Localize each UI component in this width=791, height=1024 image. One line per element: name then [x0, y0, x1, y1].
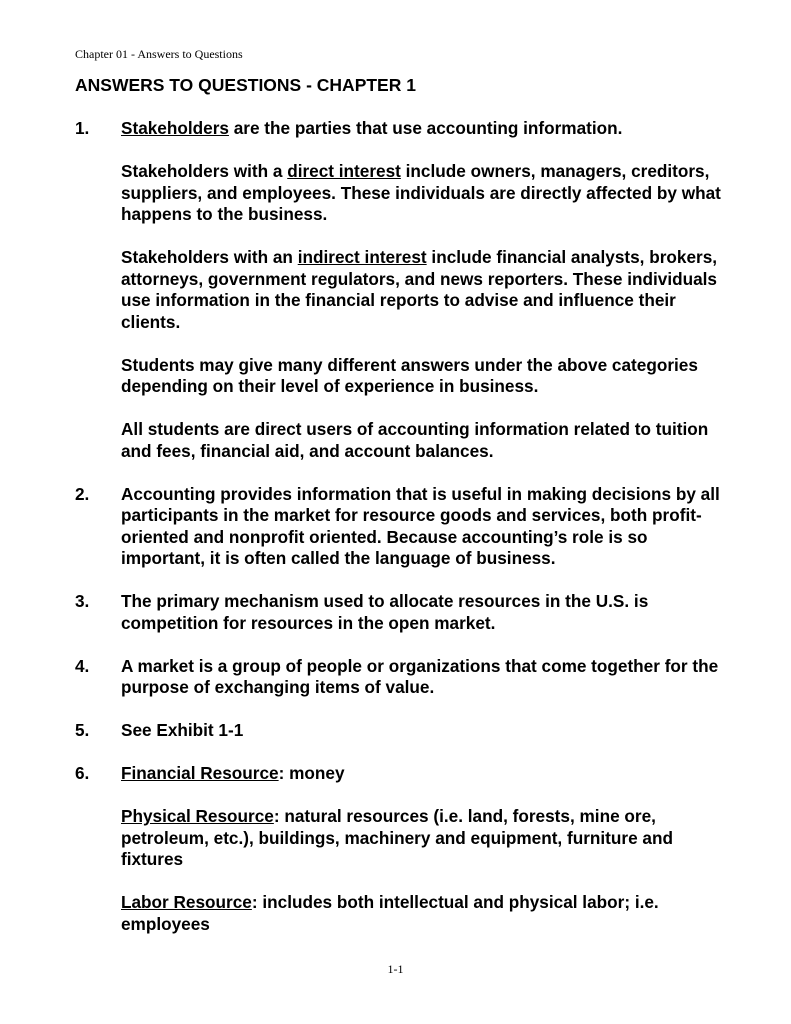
answer-body — [121, 591, 735, 656]
answer-number: 4. — [75, 655, 90, 676]
text: are the parties that use accounting information. — [228, 118, 623, 138]
text: include owners, managers, creditors, suppliers, and employees. These individuals are directly affected by what happens to the business. — [121, 161, 721, 224]
answer-3 — [75, 591, 735, 656]
answer-2 — [75, 484, 735, 592]
term-financial-resource: Financial Resource — [121, 763, 279, 783]
answer-body — [121, 484, 735, 592]
text: include financial analysts, brokers, attorneys, government regulators, and news reporters. These individuals use information in the financial reports to advise and influence their clients. — [121, 247, 718, 332]
term-stakeholders: Stakeholders — [121, 118, 229, 138]
answer-number: 3. — [75, 591, 90, 611]
answer-paragraph: Accounting provides information that is useful in making decisions by all participants in the market for resource goods and services, both profit-oriented and nonprofit oriented. Because accounting’s role is so important, it is often called the language of business. — [121, 483, 720, 568]
page-header: Chapter 01 - Answers to Questions — [75, 47, 243, 61]
answers-list — [75, 118, 735, 957]
answer-1 — [75, 118, 735, 484]
answer-paragraph: All students are direct users of accounting information related to tuition and fees, financial aid, and account balances. — [121, 419, 709, 461]
text: Stakeholders with a — [121, 161, 288, 181]
answer-body — [121, 763, 735, 957]
term-direct-interest: direct interest — [287, 161, 401, 181]
answer-6 — [75, 763, 735, 957]
term-indirect-interest: indirect interest — [297, 247, 427, 267]
answer-4 — [75, 656, 735, 721]
answer-paragraph — [121, 806, 735, 871]
answer-paragraph — [121, 161, 735, 226]
text: Stakeholders with an — [121, 247, 298, 267]
text: : includes both intellectual and physical labor; i.e. employees — [121, 892, 659, 934]
page-title: ANSWERS TO QUESTIONS - CHAPTER 1 — [75, 75, 416, 95]
answer-body — [121, 118, 735, 484]
answer-number: 6. — [75, 763, 90, 783]
term-physical-resource: Physical Resource — [121, 806, 274, 826]
answer-body — [121, 720, 735, 763]
answer-paragraph — [121, 763, 735, 785]
answer-paragraph — [121, 892, 735, 935]
answer-paragraph: Students may give many different answers under the above categories depending on their level of experience in business. — [121, 354, 698, 396]
answer-5 — [75, 720, 735, 763]
answer-paragraph — [121, 247, 735, 333]
answer-paragraph: A market is a group of people or organizations that come together for the purpose of exchanging items of value. — [121, 655, 719, 697]
answer-paragraph: See Exhibit 1-1 — [121, 720, 244, 740]
text: : natural resources (i.e. land, forests, mine ore, petroleum, etc.), buildings, machinery and equipment, furniture and fixtures — [121, 806, 673, 869]
text: : money — [278, 763, 345, 783]
answer-number: 1. — [75, 118, 90, 138]
answer-number: 5. — [75, 720, 90, 740]
page-number: 1-1 — [387, 962, 404, 976]
answer-paragraph: The primary mechanism used to allocate resources in the U.S. is competition for resources in the open market. — [121, 591, 649, 633]
term-labor-resource: Labor Resource — [121, 892, 252, 912]
answer-number: 2. — [75, 483, 90, 504]
answer-paragraph — [121, 118, 735, 140]
answer-body — [121, 656, 735, 721]
